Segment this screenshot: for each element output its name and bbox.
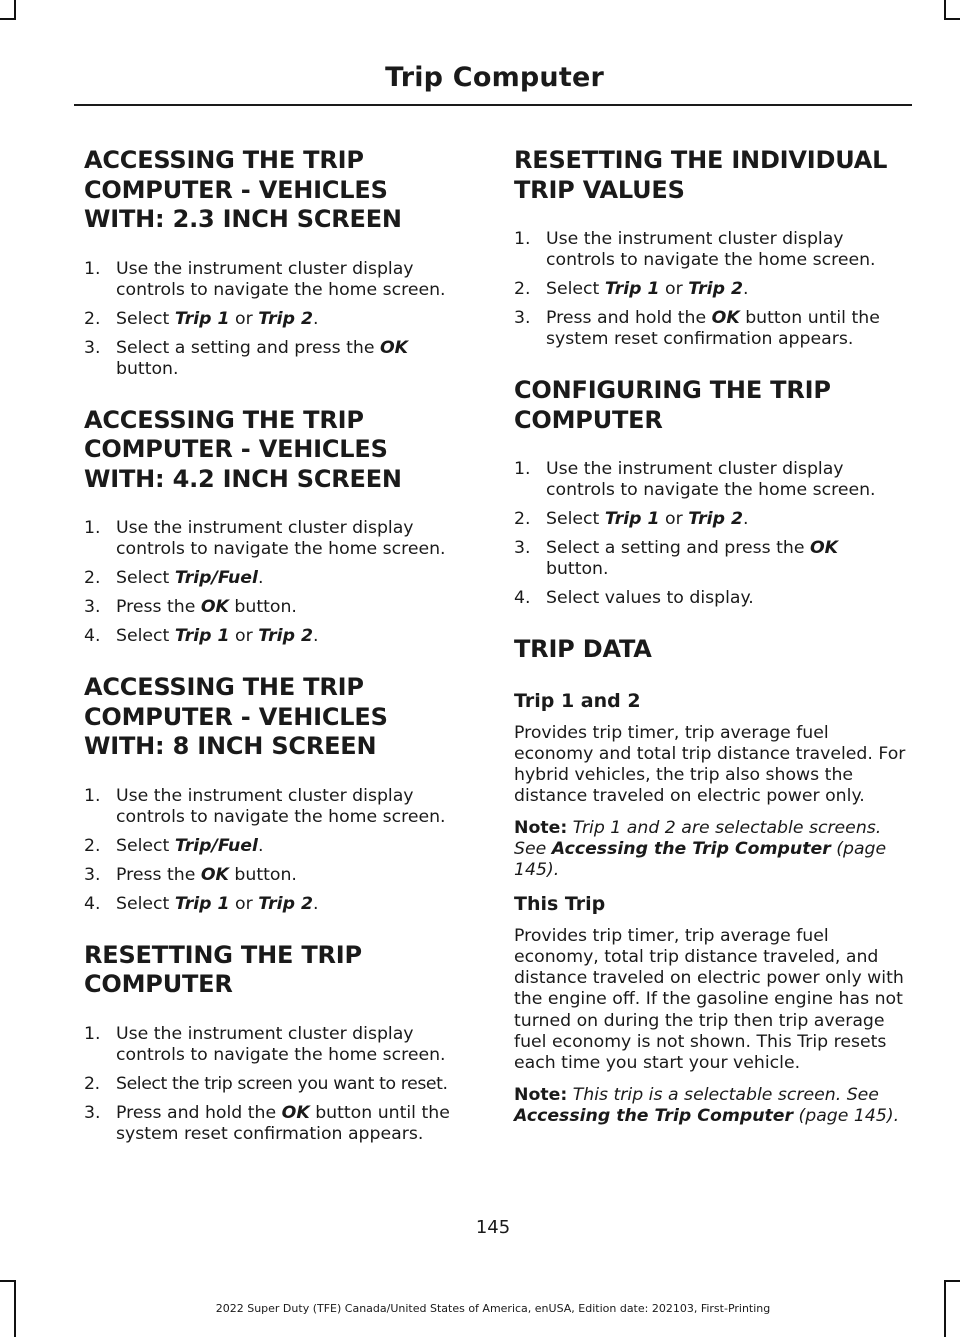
header-rule	[74, 104, 912, 106]
list-item: 3. Press the OK button.	[84, 864, 297, 885]
step-list	[84, 259, 476, 380]
page-number: 145	[475, 1217, 511, 1238]
list-item: 3. Select a setting and press the OK button.	[84, 337, 409, 379]
right-column	[514, 146, 906, 1137]
list-item: 2. Select Trip/Fuel.	[84, 568, 264, 588]
list-item: 2. Select Trip 1 or Trip 2.	[514, 509, 749, 529]
subheading: Trip 1 and 2	[514, 689, 641, 712]
note: Note: This trip is a selectable screen. See Accessing the Trip Computer (page 145).	[514, 1084, 900, 1126]
paragraph: Provides trip timer, trip average fuel economy, total trip distance traveled, and distance traveled on electric power only with the engine off. If the gasoline engine has not turned on during the trip then trip average fuel economy is not shown. This Trip resets each time you start your vehicle.	[514, 925, 904, 1074]
list-item: 3. Select a setting and press the OK button.	[514, 538, 839, 579]
footer-edition: 2022 Super Duty (TFE) Canada/United States of America, enUSA, Edition date: 202103, First-Printing	[215, 1302, 771, 1315]
list-item: 3. Press and hold the OK button until the system reset confirmation appears.	[514, 308, 880, 349]
step-list	[84, 786, 476, 915]
list-item: 1. Use the instrument cluster display controls to navigate the home screen.	[84, 785, 446, 827]
paragraph: Provides trip timer, trip average fuel economy and total trip distance traveled. For hybrid vehicles, the trip also shows the distance traveled on electric power only.	[514, 722, 906, 807]
section-heading: ACCESSING THE TRIP COMPUTER - VEHICLES WITH: 2.3 INCH SCREEN	[84, 146, 402, 233]
list-item: 3. Press the OK button.	[84, 597, 297, 617]
subheading: This Trip	[514, 892, 606, 915]
list-item: 4. Select Trip 1 or Trip 2.	[84, 893, 319, 914]
section-heading: RESETTING THE TRIP COMPUTER	[84, 940, 362, 998]
step-list	[514, 459, 906, 609]
list-item: 1. Use the instrument cluster display controls to navigate the home screen.	[84, 258, 446, 300]
crop-mark	[944, 1280, 960, 1282]
list-item: 2. Select Trip/Fuel.	[84, 835, 264, 856]
cross-reference-link[interactable]: Accessing the Trip Computer	[514, 1105, 793, 1126]
list-item: 4. Select Trip 1 or Trip 2.	[84, 626, 319, 646]
list-item: 1. Use the instrument cluster display controls to navigate the home screen.	[84, 518, 446, 559]
step-list	[84, 518, 476, 647]
list-item: 1. Use the instrument cluster display controls to navigate the home screen.	[84, 1023, 446, 1065]
list-item: 1. Use the instrument cluster display controls to navigate the home screen.	[514, 229, 876, 270]
crop-mark	[944, 0, 946, 20]
list-item: 2. Select the trip screen you want to reset.	[84, 1073, 448, 1094]
note: Note: Trip 1 and 2 are selectable screens. See Accessing the Trip Computer (page 145).	[514, 817, 887, 881]
step-list	[84, 1024, 476, 1145]
list-item: 2. Select Trip 1 or Trip 2.	[514, 279, 749, 299]
section-heading: ACCESSING THE TRIP COMPUTER - VEHICLES WITH: 4.2 INCH SCREEN	[84, 405, 402, 493]
page-title: Trip Computer	[385, 62, 604, 93]
crop-mark	[14, 0, 16, 20]
crop-mark	[0, 1280, 16, 1282]
cross-reference-link[interactable]: Accessing the Trip Computer	[551, 838, 831, 859]
section-heading: RESETTING THE INDIVIDUAL TRIP VALUES	[514, 146, 888, 204]
section-heading: CONFIGURING THE TRIP COMPUTER	[514, 376, 831, 434]
crop-mark	[944, 18, 960, 20]
step-list	[514, 229, 906, 350]
section-heading: ACCESSING THE TRIP COMPUTER - VEHICLES WITH: 8 INCH SCREEN	[84, 673, 388, 760]
list-item: 1. Use the instrument cluster display controls to navigate the home screen.	[514, 459, 876, 500]
left-column	[84, 146, 476, 1171]
list-item: 3. Press and hold the OK button until the system reset confirmation appears.	[84, 1102, 450, 1144]
section-heading: TRIP DATA	[514, 635, 652, 663]
crop-mark	[0, 18, 16, 20]
list-item: 2. Select Trip 1 or Trip 2.	[84, 308, 319, 329]
list-item: 4. Select values to display.	[514, 588, 754, 608]
